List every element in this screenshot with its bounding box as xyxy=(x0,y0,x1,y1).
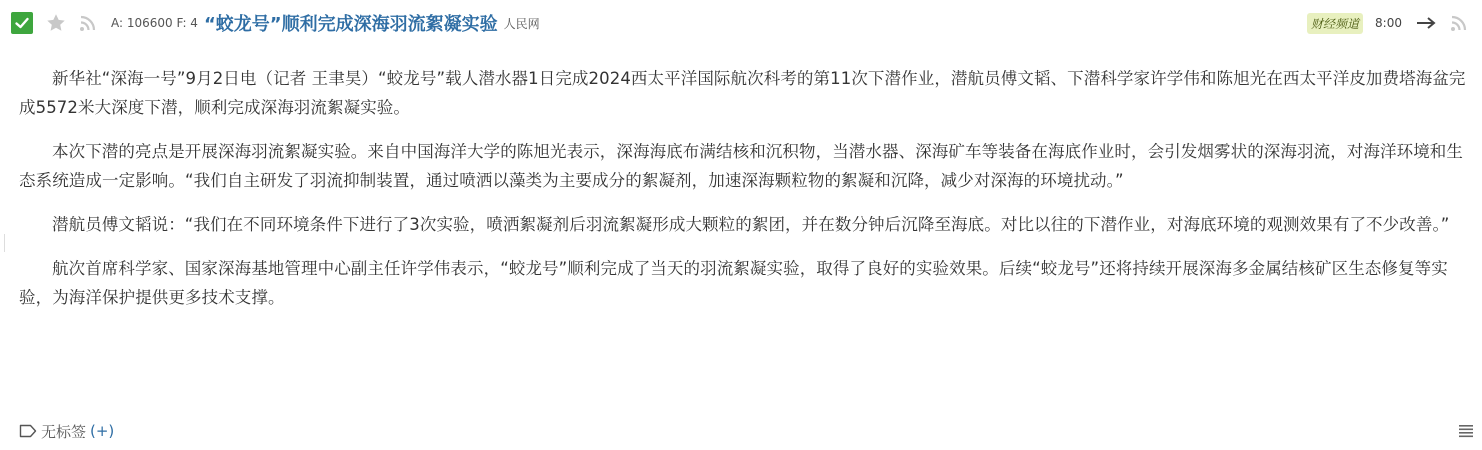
paragraph: 本次下潜的亮点是开展深海羽流絮凝实验。来自中国海洋大学的陈旭光表示，深海海底布满结核和沉积物，当潜水器、深海矿车等装备在海底作业时，会引发烟雾状的深海羽流，对海洋环境和生态系统造成一定影响。“我们自主研发了羽流抑制装置，通过喷洒以藻类为主要成分的絮凝剂，加速深海颗粒物的絮凝和沉降，减少对深海的环境扰动。” xyxy=(19,142,1463,190)
article-header xyxy=(0,0,1482,46)
paragraph: 航次首席科学家、国家深海基地管理中心副主任许学伟表示，“蛟龙号”顺利完成了当天的羽流絮凝实验，取得了良好的实验效果。后续“蛟龙号”还将持续开展深海多金属结核矿区生态修复等实验，为海洋保护提供更多技术支撑。 xyxy=(19,259,1448,307)
article-content xyxy=(19,64,1471,327)
tags-label: 无标签 xyxy=(41,422,87,441)
paragraph: 新华社“深海一号”9月2日电（记者 王聿昊）“蛟龙号”载人潜水器1日完成2024西太平洋国际航次科考的第11次下潜作业，潜航员傅文韬、下潜科学家许学伟和陈旭光在西太平洋皮加费塔海盆完成5572米大深度下潜，顺利完成深海羽流絮凝实验。 xyxy=(19,69,1466,117)
star-icon[interactable] xyxy=(45,12,67,34)
arrow-right-icon[interactable] xyxy=(1416,12,1438,34)
article-source: 人民网 xyxy=(503,16,540,31)
read-checkbox[interactable] xyxy=(11,12,33,34)
rss-icon[interactable] xyxy=(77,12,99,34)
category-badge[interactable]: 财经频道 xyxy=(1307,13,1363,34)
article-footer xyxy=(19,420,114,442)
paragraph: 潜航员傅文韬说：“我们在不同环境条件下进行了3次实验，喷洒絮凝剂后羽流絮凝形成大颗粒的絮团，并在数分钟后沉降至海底。对比以往的下潜作业，对海底环境的观测效果有了不少改善。” xyxy=(52,215,1450,234)
article-meta: A: 106600 F: 4 xyxy=(111,16,198,30)
divider xyxy=(4,234,5,252)
menu-icon[interactable] xyxy=(1458,423,1474,439)
rss-icon[interactable] xyxy=(1448,12,1470,34)
header-left xyxy=(11,11,540,35)
add-tag-button[interactable]: (+) xyxy=(90,422,115,440)
article-time: 8:00 xyxy=(1375,16,1402,30)
header-right xyxy=(1307,11,1470,35)
check-icon xyxy=(14,15,30,31)
article-title[interactable]: “蛟龙号”顺利完成深海羽流絮凝实验 xyxy=(203,14,498,35)
tag-icon xyxy=(19,424,37,438)
